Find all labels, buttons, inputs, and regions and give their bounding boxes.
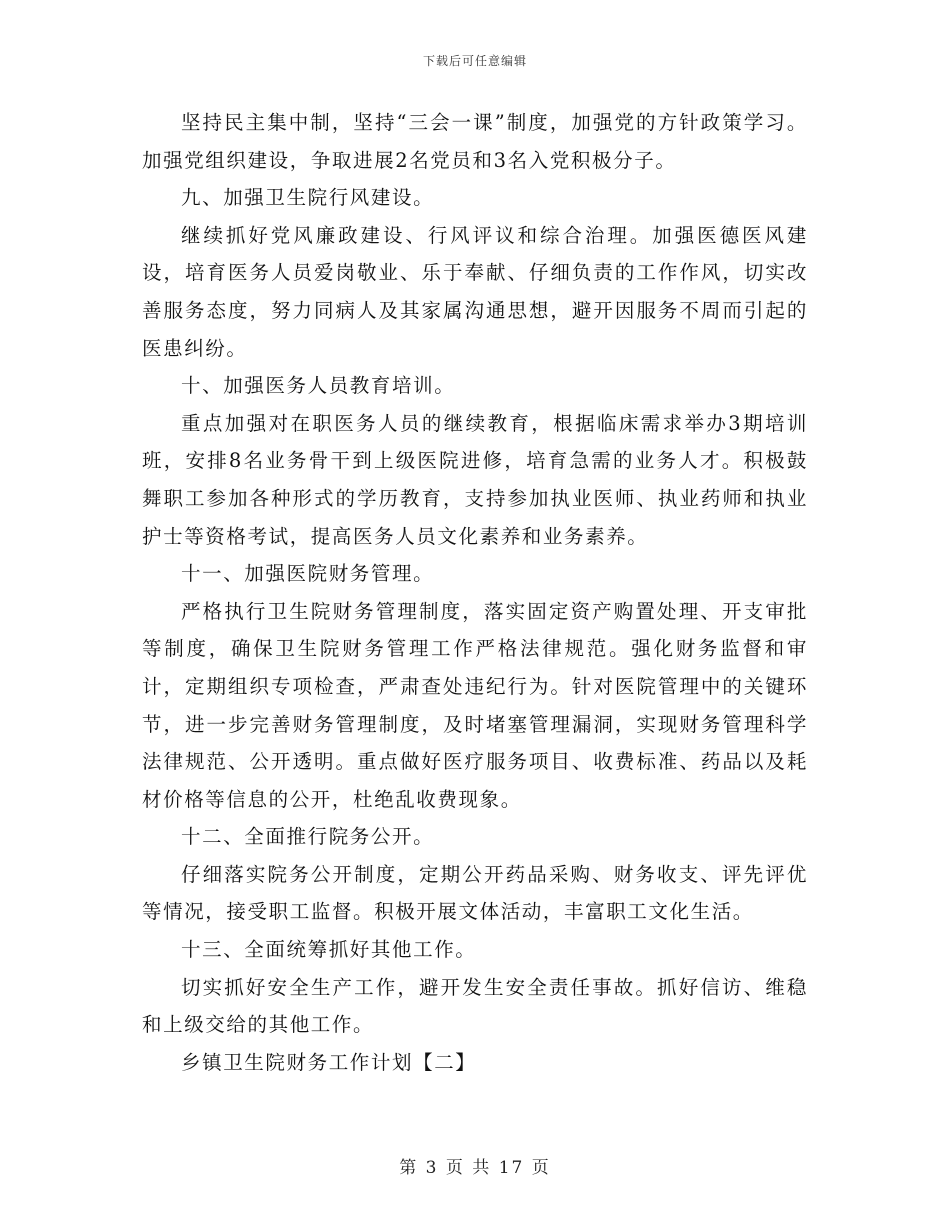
document-subtitle: 乡镇卫生院财务工作计划【二】 bbox=[181, 1050, 477, 1074]
section-heading-13: 十三、全面统筹抓好其他工作。 bbox=[181, 938, 477, 962]
paragraph-training: 重点加强对在职医务人员的继续教育，根据临床需求举办3期培训班，安排8名业务骨干到上级医院进修，培育急需的业务人才。积极鼓舞职工参加各种形式的学历教育，支持参加执业医师、执业药师和执业护士等资格考试，提高医务人员文化素养和业务素养。 bbox=[142, 411, 808, 548]
section-heading-12: 十二、全面推行院务公开。 bbox=[181, 825, 435, 849]
section-heading-10: 十、加强医务人员教育培训。 bbox=[181, 374, 456, 398]
section-heading-9: 九、加强卫生院行风建设。 bbox=[181, 186, 435, 210]
paragraph-other-work: 切实抓好安全生产工作，避开发生安全责任事故。抓好信访、维稳和上级交给的其他工作。 bbox=[142, 975, 808, 1037]
paragraph-party-building: 坚持民主集中制，坚持“三会一课”制度，加强党的方针政策学习。加强党组织建设，争取进展2名党员和3名入党积极分子。 bbox=[142, 111, 808, 172]
paragraph-conduct: 继续抓好党风廉政建设、行风评议和综合治理。加强医德医风建设，培育医务人员爱岗敬业、乐于奉献、仔细负责的工作作风，切实改善服务态度，努力同病人及其家属沟通思想，避开因服务不周而引起的医患纠纷。 bbox=[142, 223, 808, 360]
paragraph-transparency: 仔细落实院务公开制度，定期公开药品采购、财务收支、评先评优等情况，接受职工监督。积极开展文体活动，丰富职工文化生活。 bbox=[142, 862, 808, 924]
paragraph-finance: 严格执行卫生院财务管理制度，落实固定资产购置处理、开支审批等制度，确保卫生院财务管理工作严格法律规范。强化财务监督和审计，定期组织专项检查，严肃查处违纪行为。针对医院管理中的关键环节，进一步完善财务管理制度，及时堵塞管理漏洞，实现财务管理科学法律规范、公开透明。重点做好医疗服务项目、收费标准、药品以及耗材价格等信息的公开，杜绝乱收费现象。 bbox=[142, 599, 808, 811]
document-body bbox=[142, 104, 808, 1081]
header-note: 下载后可任意编辑 bbox=[422, 54, 527, 68]
page-number: 第 3 页 共 17 页 bbox=[399, 1158, 551, 1178]
section-heading-11: 十一、加强医院财务管理。 bbox=[181, 562, 435, 586]
